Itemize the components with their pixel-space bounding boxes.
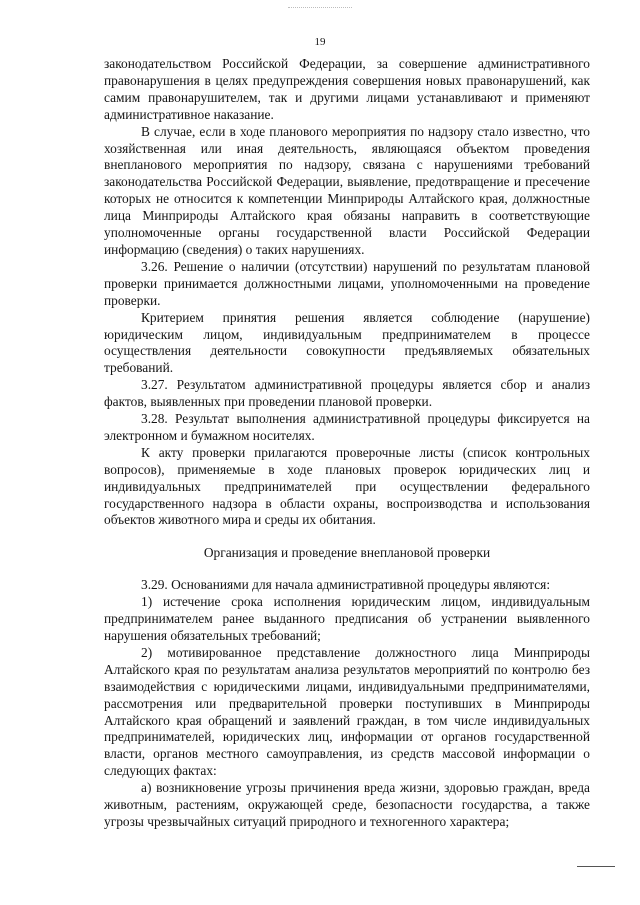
paragraph: К акту проверки прилагаются проверочные листы (список контрольных вопросов), применяемые в ходе плановых проверок юридических лиц и индивидуальных предпринимателей при осуществлении федерального государственного надзора в области охраны, воспроизводства и использования объектов животного мира и среды их обитания. bbox=[104, 444, 590, 528]
paragraph: 2) мотивированное представление должностного лица Минприроды Алтайского края по результатам анализа результатов мероприятий по контролю без взаимодействия с юридическими лицами, индивидуальными предпринимателями, рассмотрения или предварительной проверки поступивших в Минприроды Алтайского края обращений и заявлений граждан, в том числе индивидуальных предпринимателей, юридических лиц, информации от органов государственной власти, органов местного самоуправления, из средств массовой информации о следующих фактах: bbox=[104, 644, 590, 779]
page-number: 19 bbox=[314, 36, 326, 48]
paragraph: законодательством Российской Федерации, за совершение административного правонарушения в целях предупреждения совершения новых правонарушений, как самим правонарушителем, так и другими лицами устанавливают и применяют административное наказание. bbox=[104, 56, 590, 122]
section-heading: Организация и проведение внеплановой проверки bbox=[203, 545, 491, 561]
paragraph: 3.28. Результат выполнения административной процедуры фиксируется на электронном и бумажном носителях. bbox=[104, 411, 590, 443]
document-body bbox=[104, 56, 590, 831]
paragraph: 3.26. Решение о наличии (отсутствии) нарушений по результатам плановой проверки принимается должностными лицами, уполномоченными на проведение проверки. bbox=[104, 258, 590, 308]
bottom-rule bbox=[577, 866, 615, 867]
paragraph: 1) истечение срока исполнения юридическим лицом, индивидуальным предпринимателем ранее выданного предписания об устранении выявленного нарушения обязательных требований; bbox=[104, 594, 590, 643]
paragraph: Критерием принятия решения является соблюдение (нарушение) юридическим лицом, индивидуальным предпринимателем в процессе осуществления деятельности совокупности предъявляемых обязательных требований. bbox=[104, 309, 590, 376]
paragraph: а) возникновение угрозы причинения вреда жизни, здоровью граждан, вреда животным, растениям, окружающей среде, безопасности государства, а также угрозы чрезвычайных ситуаций природного и техногенного характера; bbox=[104, 780, 590, 829]
top-dotted-mark bbox=[288, 7, 352, 8]
paragraph: 3.29. Основаниями для начала административной процедуры являются: bbox=[141, 577, 551, 593]
paragraph: 3.27. Результатом административной процедуры является сбор и анализ фактов, выявленных при проведении плановой проверки. bbox=[104, 377, 590, 410]
paragraph: В случае, если в ходе планового мероприятия по надзору стало известно, что хозяйственная или иная деятельность, являющаяся объектом проведения внепланового мероприятия по надзору, связана с нарушениями требований законодательства Российской Федерации, выявление, предотвращение и пресечение которых не относится к компетенции Минприроды Алтайского края, должностные лица Минприроды Алтайского края обязаны направить в соответствующие уполномоченные органы государственной власти Российской Федерации информацию (сведения) о таких нарушениях. bbox=[104, 123, 590, 257]
